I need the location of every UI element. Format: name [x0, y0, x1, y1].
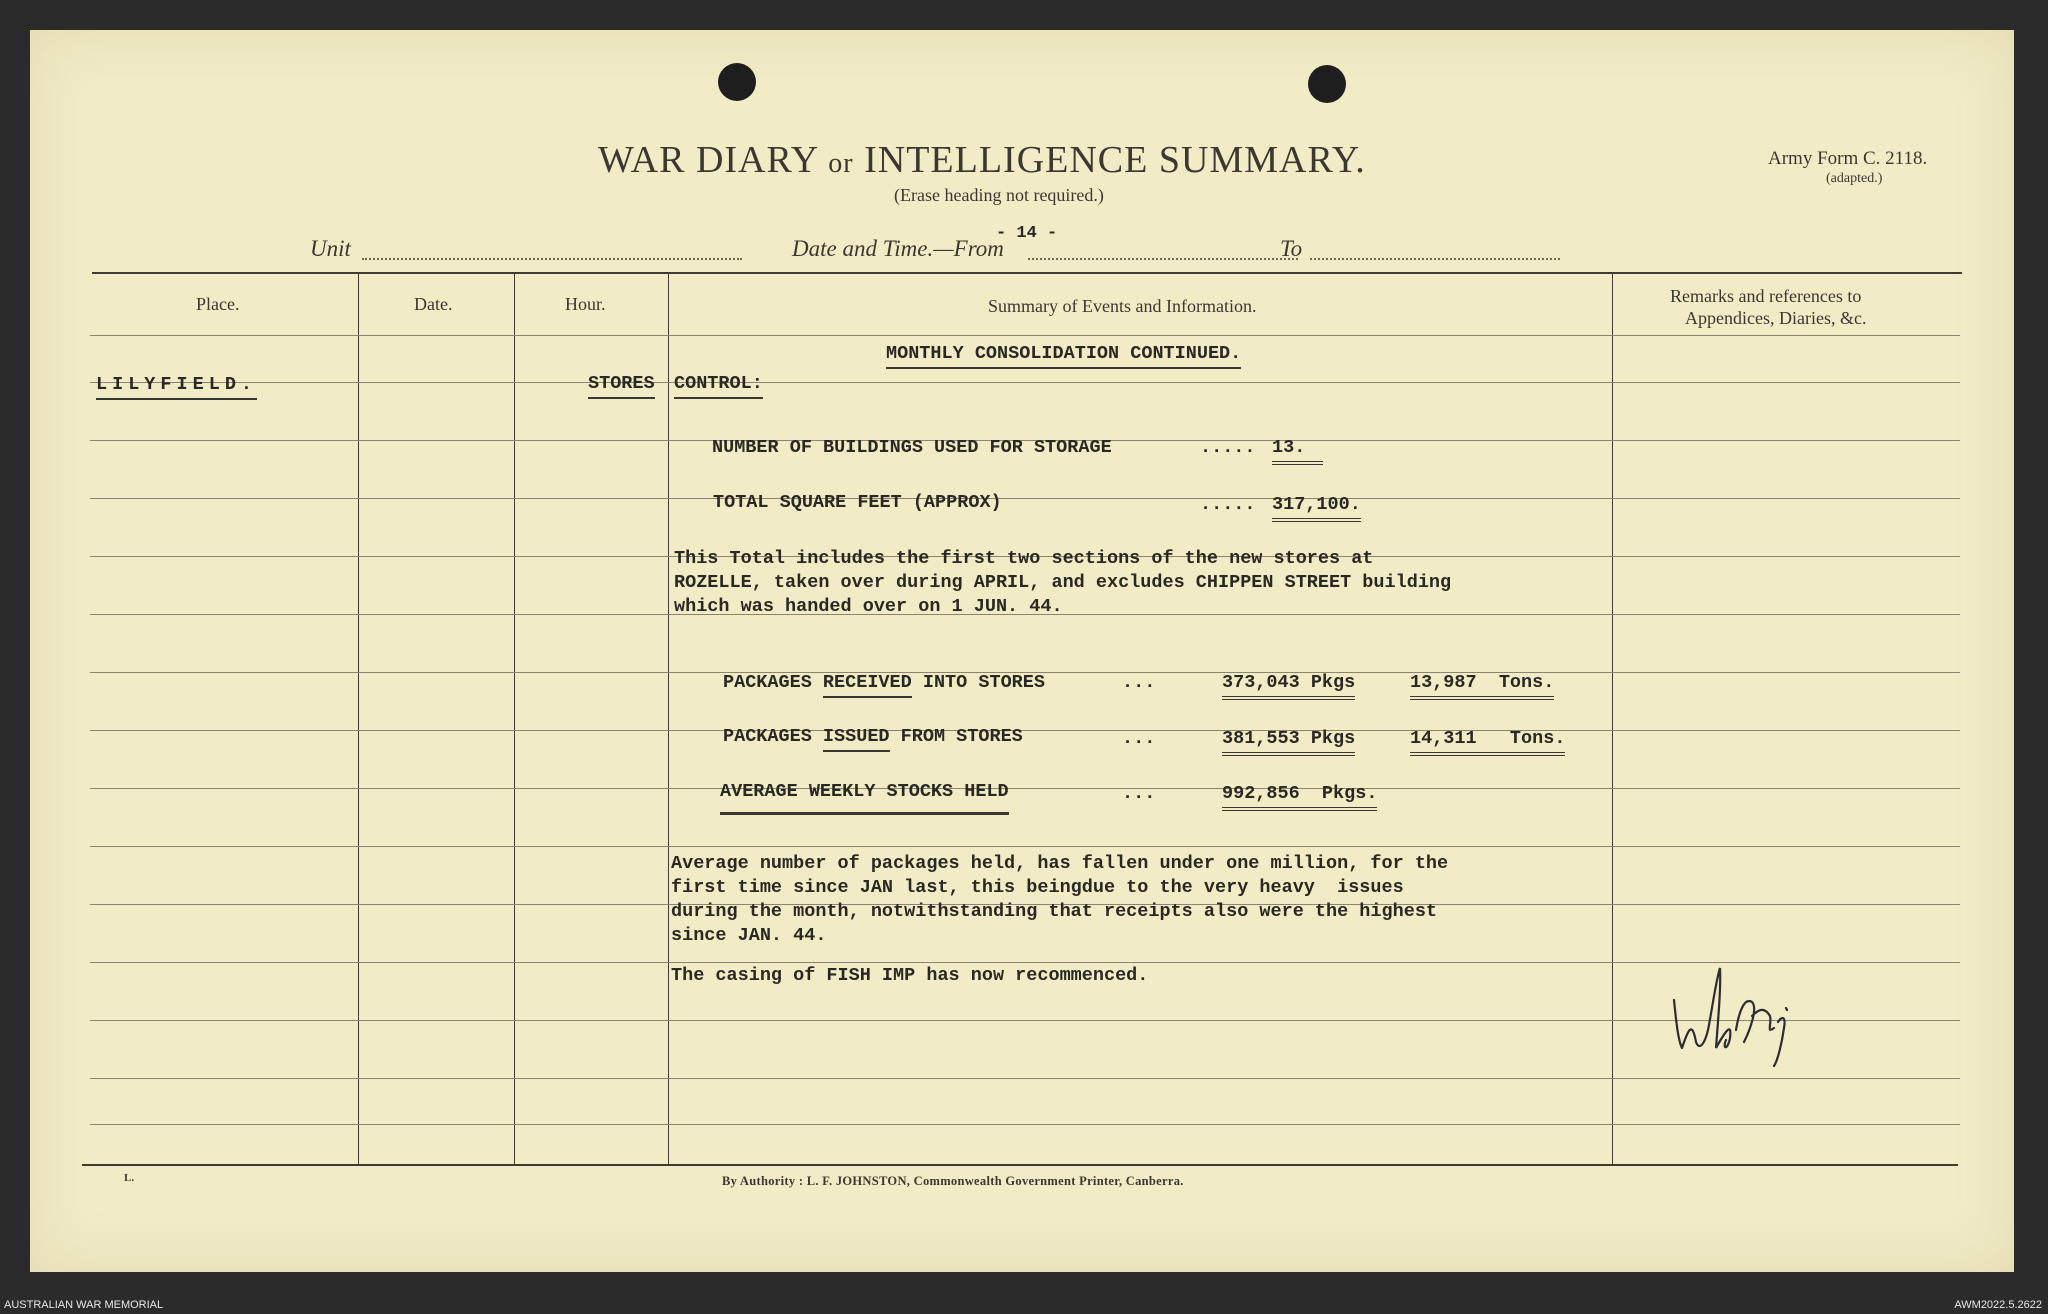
- place-entry: LILYFIELD.: [96, 374, 257, 400]
- avg-dots: ...: [1122, 783, 1156, 804]
- issued-tons: 14,311 Tons.: [1410, 728, 1565, 756]
- issued-pkgs: 381,553 Pkgs: [1222, 728, 1355, 756]
- from-field: [1028, 258, 1298, 260]
- received-label-key: RECEIVED: [823, 672, 912, 698]
- sqft-dots: .....: [1200, 494, 1256, 515]
- form-subtitle: (Erase heading not required.): [894, 185, 1104, 205]
- section-label: CONTROL:: [674, 373, 763, 399]
- page-number: - 14 -: [996, 224, 1058, 243]
- buildings-dots: .....: [1200, 437, 1256, 458]
- issued-label-key: ISSUED: [823, 726, 890, 752]
- to-field: [1310, 258, 1560, 260]
- col-head-remarks-2: Appendices, Diaries, &c.: [1685, 308, 1867, 328]
- avg-value: 992,856 Pkgs.: [1222, 783, 1377, 811]
- issued-label: [723, 726, 1023, 747]
- issued-label-pre: PACKAGES: [723, 726, 823, 747]
- para-line-3: during the month, notwithstanding that receipts also were the highest: [671, 901, 1438, 922]
- unit-label: Unit: [310, 236, 351, 261]
- table-top-rule: [92, 272, 1962, 274]
- final-line: The casing of FISH IMP has now recommenced.: [671, 965, 1149, 986]
- title-war-diary: WAR DIARY: [598, 139, 818, 181]
- avg-label: AVERAGE WEEKLY STOCKS HELD: [720, 781, 1009, 815]
- received-dots: ...: [1122, 672, 1156, 693]
- archive-caption-right: AWM2022.5.2622: [1954, 1299, 2042, 1311]
- received-label-pre: PACKAGES: [723, 672, 823, 693]
- diary-sheet: [30, 30, 2014, 1272]
- col-head-place: Place.: [196, 294, 240, 314]
- footer-authority: By Authority : L. F. JOHNSTON, Commonwealth Government Printer, Canberra.: [722, 1174, 1184, 1188]
- issued-dots: ...: [1122, 728, 1156, 749]
- para-line-2: first time since JAN last, this beingdue to the very heavy issues: [671, 877, 1404, 898]
- to-label: To: [1280, 236, 1303, 261]
- col-head-hour: Hour.: [565, 294, 606, 314]
- punch-hole-left: [718, 63, 756, 101]
- footer-left-mark: L.: [124, 1172, 135, 1184]
- punch-hole-right: [1308, 65, 1346, 103]
- army-form-adapted: (adapted.): [1826, 171, 1883, 186]
- para-line-1: Average number of packages held, has fallen under one million, for the: [671, 853, 1449, 874]
- col-divider-place: [358, 274, 359, 1164]
- note-line-1: This Total includes the first two sections of the new stores at: [674, 548, 1374, 569]
- handwritten-signature: [1666, 950, 1826, 1070]
- form-title: [598, 138, 1366, 182]
- col-divider-date: [514, 274, 515, 1164]
- date-time-from-label: Date and Time.—From: [792, 236, 1004, 261]
- hour-entry: STORES: [588, 373, 655, 399]
- col-divider-summary: [1612, 274, 1613, 1164]
- note-line-2: ROZELLE, taken over during APRIL, and excludes CHIPPEN STREET building: [674, 572, 1452, 593]
- col-head-date: Date.: [414, 294, 453, 314]
- col-head-remarks-1: Remarks and references to: [1670, 286, 1862, 306]
- received-label-post: INTO STORES: [911, 672, 1045, 693]
- para-line-4: since JAN. 44.: [671, 925, 827, 946]
- note-line-3: which was handed over on 1 JUN. 44.: [674, 596, 1063, 617]
- army-form-label: Army Form C. 2118.: [1768, 148, 1928, 169]
- table-bottom-rule: [82, 1164, 1958, 1166]
- col-head-summary: Summary of Events and Information.: [988, 296, 1257, 316]
- title-or: or: [828, 148, 854, 179]
- issued-label-post: FROM STORES: [889, 726, 1023, 747]
- sqft-value: 317,100.: [1272, 494, 1361, 522]
- received-pkgs: 373,043 Pkgs: [1222, 672, 1355, 700]
- received-label: [723, 672, 1045, 693]
- title-intelligence-summary: INTELLIGENCE SUMMARY.: [864, 139, 1366, 181]
- received-tons: 13,987 Tons.: [1410, 672, 1554, 700]
- buildings-label: NUMBER OF BUILDINGS USED FOR STORAGE: [712, 437, 1112, 458]
- col-divider-hour: [668, 274, 669, 1164]
- unit-field: [362, 258, 742, 260]
- archive-caption-left: AUSTRALIAN WAR MEMORIAL: [4, 1299, 164, 1311]
- buildings-value: 13.: [1272, 437, 1323, 465]
- sqft-label: TOTAL SQUARE FEET (APPROX): [713, 492, 1002, 513]
- entry-heading: MONTHLY CONSOLIDATION CONTINUED.: [886, 343, 1241, 369]
